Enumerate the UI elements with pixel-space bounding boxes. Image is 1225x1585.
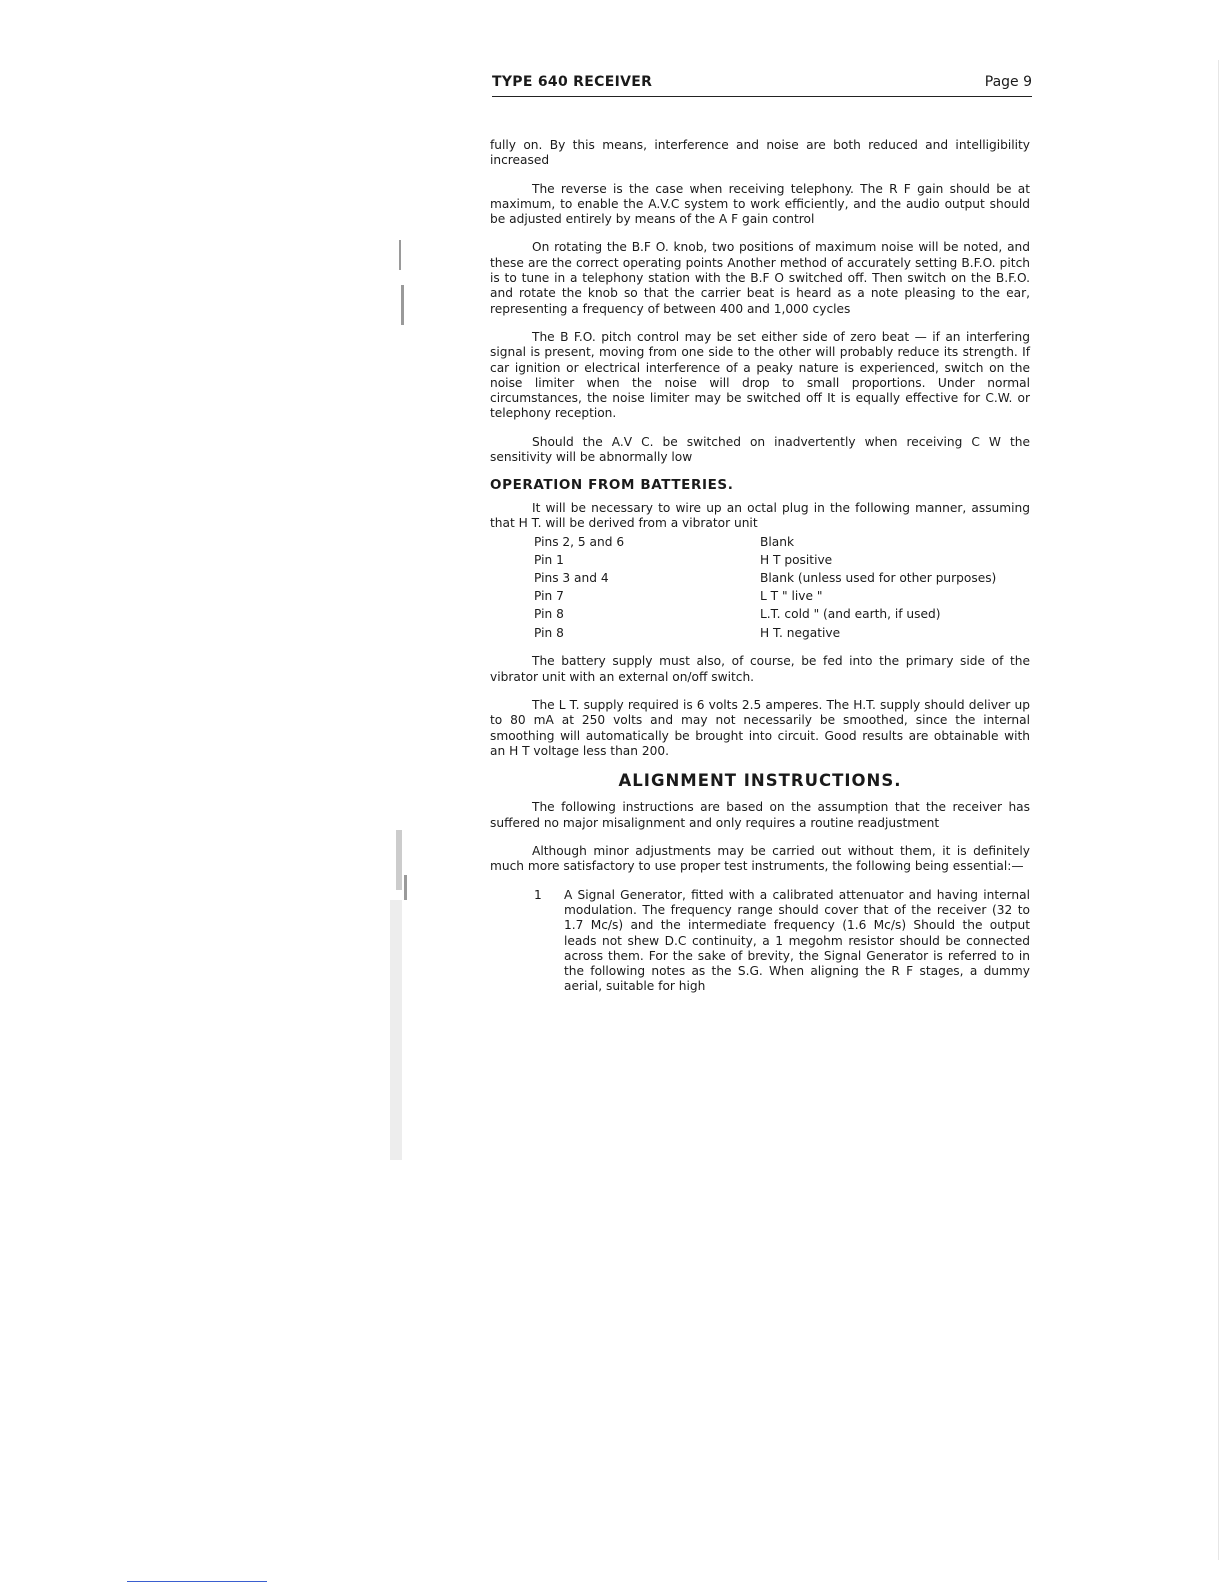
paragraph: fully on. By this means, interference and noise are both reduced and intelligibility increased [490, 138, 1030, 168]
paragraph: The battery supply must also, of course, be fed into the primary side of the vibrator unit with an external on/off switch. [490, 654, 1030, 684]
paragraph: The B F.O. pitch control may be set either side of zero beat — if an interfering signal is present, moving from one side to the other will probably reduce its strength. If car ignition or electrical interference of a peaky nature is experienced, switch on the noise limiter when the noise will drop to small proportions. Under normal circumstances, the noise limiter may be switched off It is equally effective for C.W. or telephony reception. [490, 329, 1030, 421]
pin-row [534, 624, 1030, 642]
scan-mark [401, 285, 404, 325]
pin-label: Pins 3 and 4 [534, 571, 609, 586]
pin-label: Pins 2, 5 and 6 [534, 534, 625, 549]
section-heading-alignment: ALIGNMENT INSTRUCTIONS. [618, 771, 902, 791]
paragraph: The L T. supply required is 6 volts 2.5 amperes. The H.T. supply should deliver up to 80 mA at 250 volts and may not necessarily be smoothed, since the internal smoothing will automatically be brought into circuit. Good results are obtainable with an H T voltage less than 200. [490, 697, 1030, 758]
paragraph: Although minor adjustments may be carried out without them, it is definitely much more satisfactory to use proper test instruments, the following being essential:— [490, 844, 1030, 874]
item-number: 1 [534, 887, 542, 902]
page-content [490, 138, 1030, 995]
paragraph: It will be necessary to wire up an octal plug in the following manner, assuming that H T. will be derived from a vibrator unit [490, 500, 1030, 530]
pin-row [534, 606, 1030, 624]
paragraph: The reverse is the case when receiving telephony. The R F gain should be at maximum, to enable the A.V.C system to work efficiently, and the audio output should be adjusted entirely by means of the A F gain control [490, 181, 1030, 227]
pin-label: Pin 7 [534, 589, 564, 604]
pin-table [534, 533, 1030, 642]
pin-row [534, 551, 1030, 569]
pin-label: Pin 8 [534, 607, 564, 622]
document-title: TYPE 640 RECEIVER [492, 74, 653, 90]
pin-row [534, 588, 1030, 606]
scan-mark [404, 875, 407, 900]
paragraph: On rotating the B.F O. knob, two positions of maximum noise will be noted, and these are the correct operating points Another method of accurately setting B.F.O. pitch is to tune in a telephony station with the B.F O switched off. Then switch on the B.F.O. and rotate the knob so that the carrier beat is heard as a note pleasing to the ear, representing a frequency of between 400 and 1,000 cycles [490, 240, 1030, 316]
bottom-rule [127, 1581, 267, 1582]
numbered-item [534, 888, 1030, 995]
pin-connection: H T. negative [760, 625, 841, 640]
section-heading-batteries: OPERATION FROM BATTERIES. [490, 477, 734, 494]
pin-row [534, 533, 1030, 551]
pin-connection: Blank (unless used for other purposes) [760, 571, 997, 586]
page-header [492, 74, 1032, 97]
pin-connection: L T " live " [760, 589, 823, 604]
pin-connection: Blank [760, 534, 794, 549]
scan-mark [399, 240, 401, 270]
pin-label: Pin 1 [534, 552, 564, 567]
item-text: A Signal Generator, fitted with a calibrated attenuator and having internal modulation. The frequency range should cover that of the receiver (32 to 1.7 Mc/s) and the intermediate frequency (1.6 Mc/s) Should the output leads not shew D.C continuity, a 1 megohm resistor should be connected across them. For the sake of brevity, the Signal Generator is referred to in the following notes as the S.G. When aligning the R F stages, a dummy aerial, suitable for high [564, 887, 1030, 994]
pin-connection: H T positive [760, 552, 833, 567]
scan-mark [396, 830, 402, 890]
paragraph: Should the A.V C. be switched on inadvertently when receiving C W the sensitivity will be abnormally low [490, 434, 1030, 465]
pin-row [534, 570, 1030, 588]
pin-connection: L.T. cold " (and earth, if used) [760, 607, 941, 622]
paragraph: The following instructions are based on the assumption that the receiver has suffered no major misalignment and only requires a routine readjustment [490, 800, 1030, 830]
scan-mark [390, 900, 402, 1160]
page-edge [1218, 60, 1219, 1560]
pin-label: Pin 8 [534, 625, 564, 640]
page-number: Page 9 [984, 74, 1032, 90]
